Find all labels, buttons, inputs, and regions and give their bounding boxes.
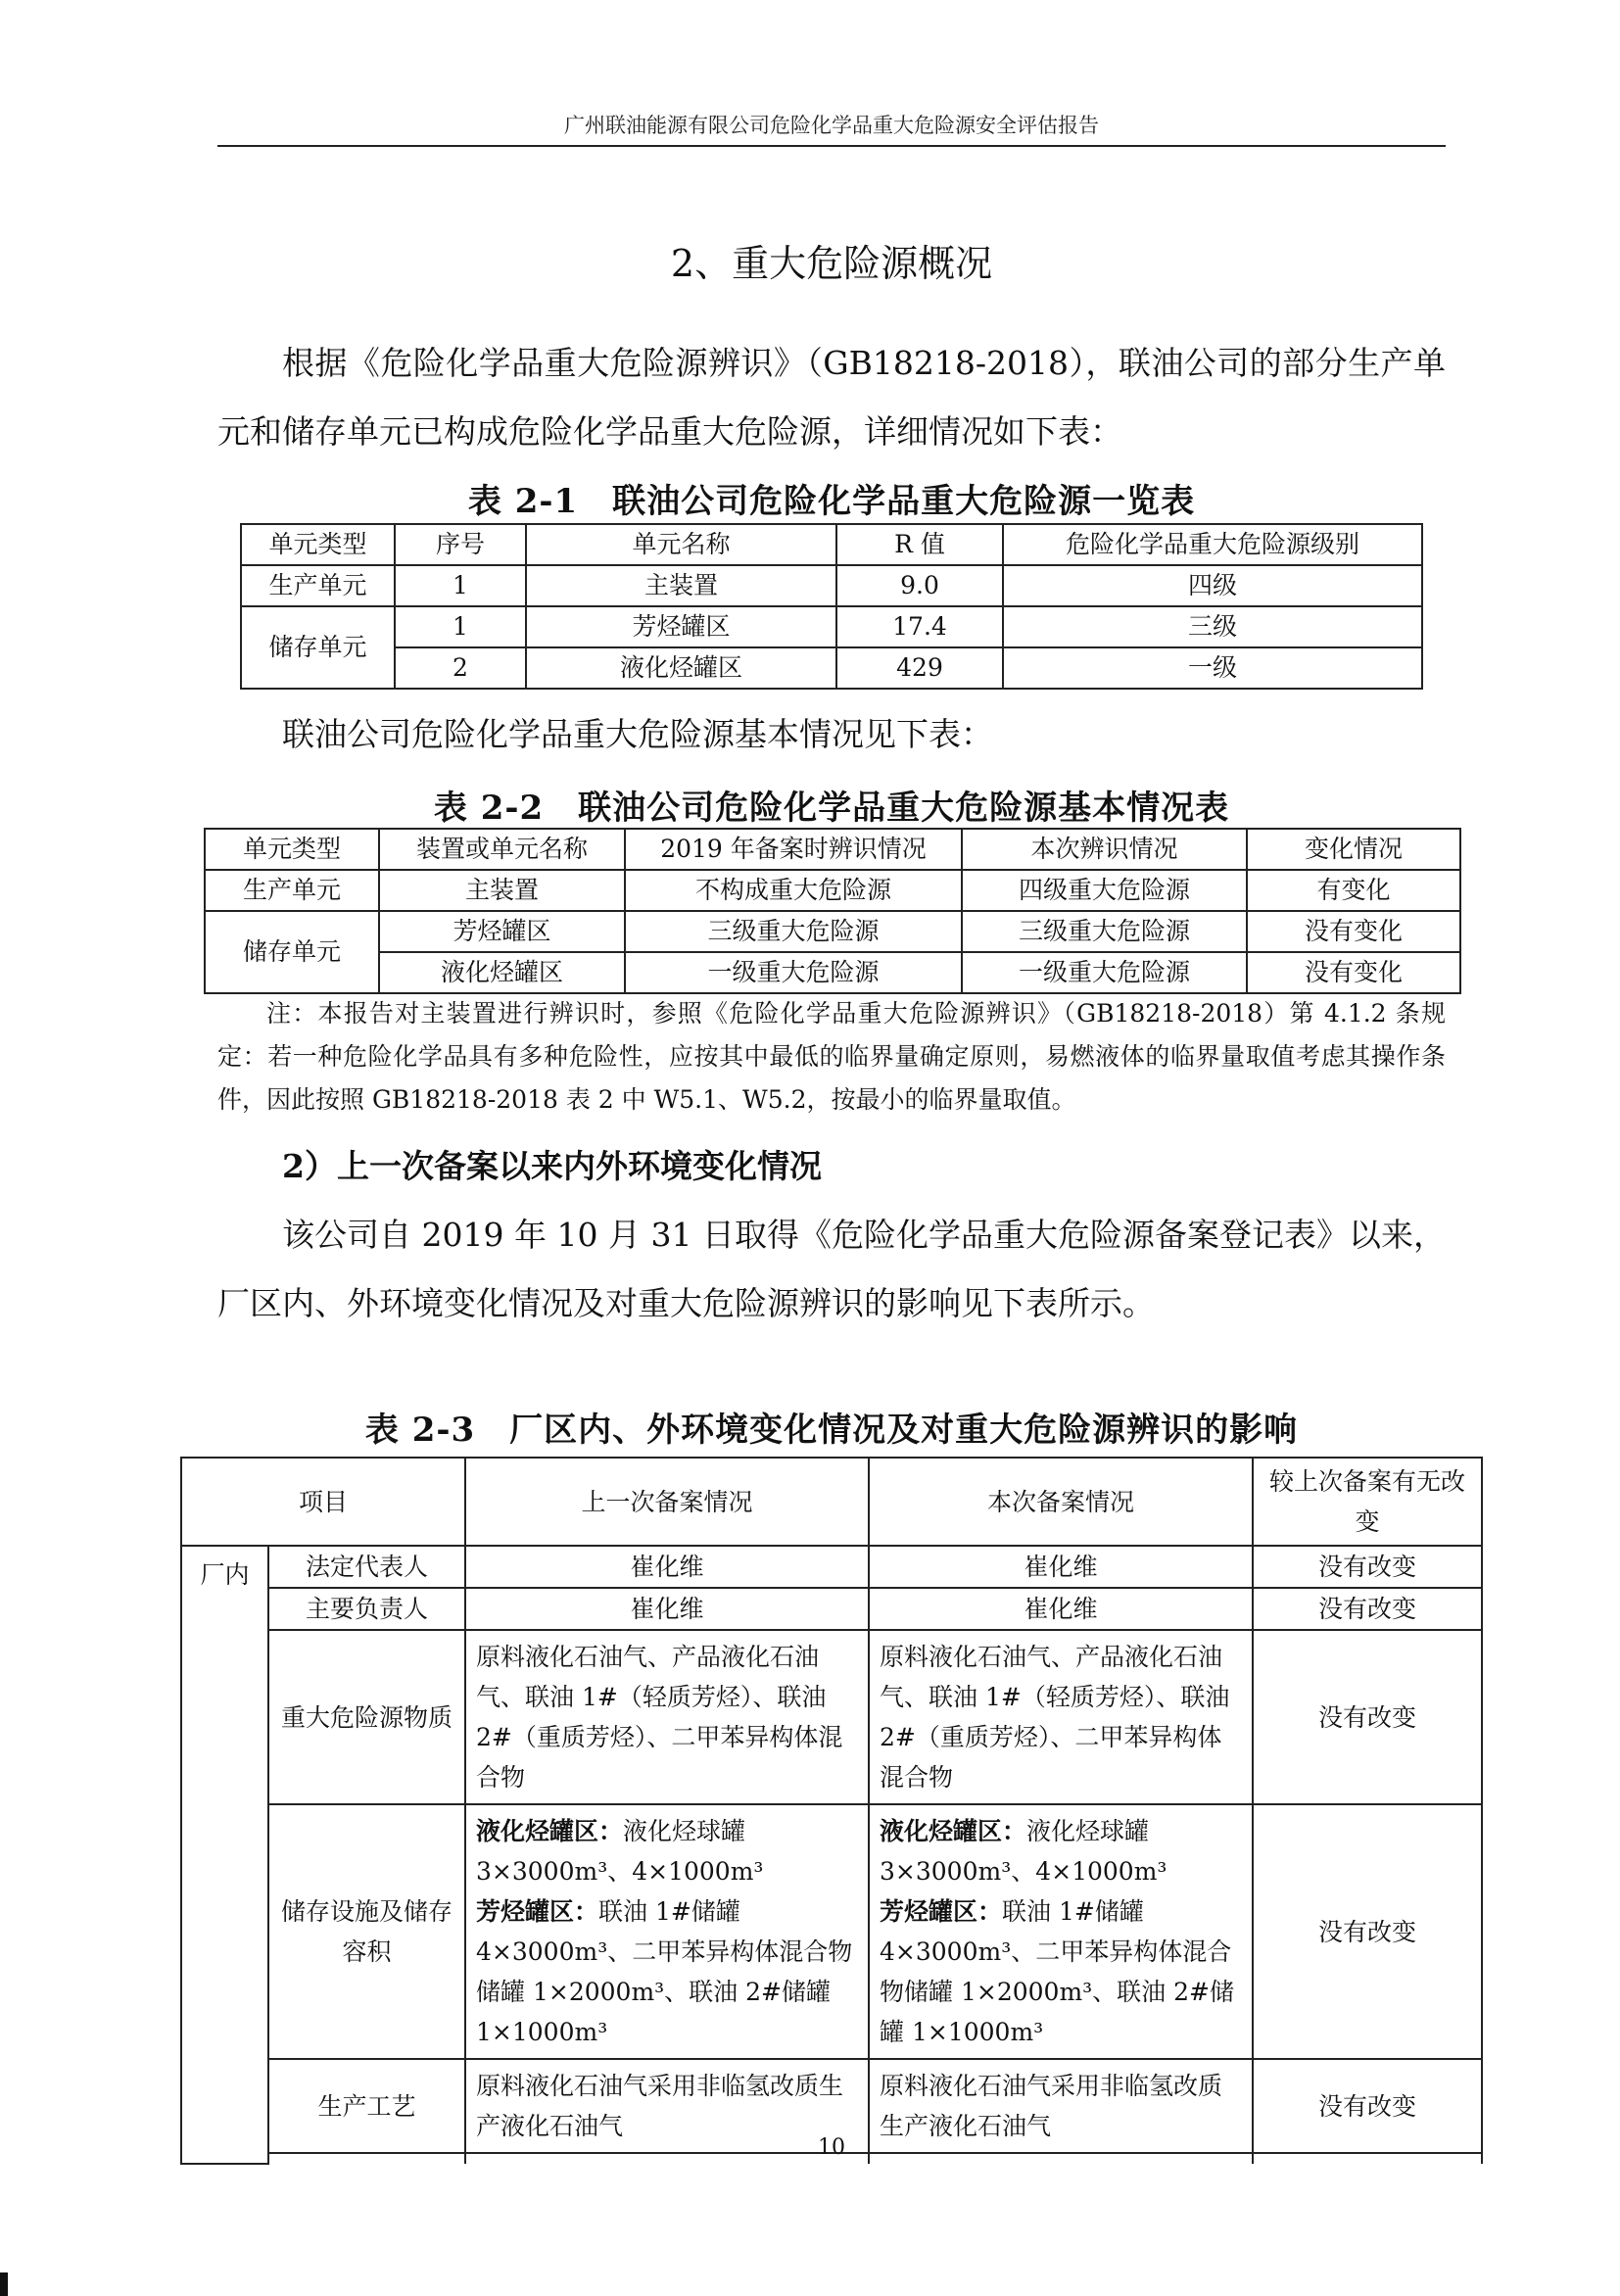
table-cell: 法定代表人 [268, 1546, 465, 1588]
table-row [205, 911, 1460, 952]
header-rule [217, 145, 1446, 147]
table-header-cell: 项目 [181, 1458, 465, 1546]
table-cell: 一级 [1003, 647, 1422, 689]
table-cell: 主装置 [526, 565, 836, 606]
table-cell: 没有改变 [1253, 2059, 1482, 2153]
table-cell: 9.0 [836, 565, 1003, 606]
group-cell: 厂内 [181, 1546, 268, 2164]
table-cell: 芳烃罐区 [379, 911, 625, 952]
lpg-tank-area-text: 液化烃球罐 3×3000m³、4×1000m³ [476, 1817, 764, 1886]
table-row [181, 1588, 1482, 1630]
table-cell: 原料液化石油气采用非临氢改质生产液化石油气 [465, 2059, 869, 2153]
storage-current-cell [869, 1804, 1253, 2059]
table-row [241, 565, 1422, 606]
table-cell: 没有变化 [1247, 952, 1460, 993]
scan-margin-mark [0, 2272, 8, 2296]
table-cell: 没有改变 [1253, 1630, 1482, 1804]
table-header-cell: 序号 [395, 524, 526, 565]
table-cell: 四级重大危险源 [962, 870, 1247, 911]
table-cell: 生产单元 [205, 870, 379, 911]
hazard-source-list-table [240, 523, 1423, 690]
table-header-cell: R 值 [836, 524, 1003, 565]
table-header-row [205, 829, 1460, 870]
table-cell: 原料液化石油气、产品液化石油气、联油 1#（轻质芳烃）、联油 2#（重质芳烃）、二甲苯异构体混合物 [465, 1630, 869, 1804]
table-row [181, 1630, 1482, 1804]
table-cell: 生产工艺 [268, 2059, 465, 2153]
table-cell: 液化烃罐区 [526, 647, 836, 689]
table-cell: 主要负责人 [268, 1588, 465, 1630]
table-header-cell: 2019 年备案时辨识情况 [625, 829, 962, 870]
table-cell: 三级重大危险源 [962, 911, 1247, 952]
table-row [205, 952, 1460, 993]
table-header-cell: 单元名称 [526, 524, 836, 565]
table-cell: 三级 [1003, 606, 1422, 647]
table-row [241, 647, 1422, 689]
table-row [241, 606, 1422, 647]
table-cell: 1 [395, 606, 526, 647]
table-header-cell: 上一次备案情况 [465, 1458, 869, 1546]
lpg-tank-area-label: 液化烃罐区： [476, 1817, 624, 1845]
table-cell: 崔化维 [869, 1588, 1253, 1630]
table-header-cell: 变化情况 [1247, 829, 1460, 870]
lpg-tank-area-text: 液化烃球罐 3×3000m³、4×1000m³ [880, 1817, 1167, 1886]
table3-caption: 表 2-3 厂区内、外环境变化情况及对重大危险源辨识的影响 [364, 1411, 1299, 1450]
table-cell: 崔化维 [465, 1588, 869, 1630]
table-header-cell: 危险化学品重大危险源级别 [1003, 524, 1422, 565]
table2-caption: 表 2-2 联油公司危险化学品重大危险源基本情况表 [433, 789, 1230, 828]
table-cell: 储存单元 [241, 606, 395, 689]
table-cell: 429 [836, 647, 1003, 689]
storage-previous-cell [465, 1804, 869, 2059]
aromatics-tank-area-label: 芳烃罐区： [476, 1897, 599, 1926]
table-row [181, 1546, 1482, 1588]
table-cell: 一级重大危险源 [625, 952, 962, 993]
table2-intro: 联油公司危险化学品重大危险源基本情况见下表： [282, 715, 993, 753]
table-cell: 没有变化 [1247, 911, 1460, 952]
lpg-tank-area-label: 液化烃罐区： [880, 1817, 1027, 1845]
subsection-heading: 2）上一次备案以来内外环境变化情况 [282, 1147, 822, 1185]
table-cell: 没有改变 [1253, 1546, 1482, 1588]
aromatics-tank-area-label: 芳烃罐区： [880, 1897, 1003, 1926]
table-cell: 1 [395, 565, 526, 606]
page-number: 10 [818, 2135, 845, 2160]
table-header-cell: 单元类型 [205, 829, 379, 870]
table-header-cell: 本次备案情况 [869, 1458, 1253, 1546]
table2-note: 注：本报告对主装置进行辨识时，参照《危险化学品重大危险源辨识》（GB18218-2018）第 4.1.2 条规定：若一种危险化学品具有多种危险性，应按其中最低的临界量确定原则，易燃液体的临界量取值考虑其操作条件，因此按照 GB18218-2018 表 2 中 W5.1、W5.2，按最小的临界量取值。 [217, 999, 1446, 1114]
table-cell: 四级 [1003, 565, 1422, 606]
aromatics-tank-area-text: 联油 1#储罐 4×3000m³、二甲苯异构体混合物储罐 1×2000m³、联油 2#储罐 1×1000m³ [476, 1897, 853, 2046]
table-cell: 原料液化石油气、产品液化石油气、联油 1#（轻质芳烃）、联油 2#（重质芳烃）、二甲苯异构体混合物 [869, 1630, 1253, 1804]
table-header-row [241, 524, 1422, 565]
table-cell: 一级重大危险源 [962, 952, 1247, 993]
table-cell: 原料液化石油气采用非临氢改质生产液化石油气 [869, 2059, 1253, 2153]
table-cell: 没有改变 [1253, 1804, 1482, 2059]
hazard-source-basic-table [204, 828, 1461, 994]
table-header-cell: 本次辨识情况 [962, 829, 1247, 870]
table-header-cell: 较上次备案有无改变 [1253, 1458, 1482, 1546]
table-cell: 崔化维 [465, 1546, 869, 1588]
table-row [181, 1804, 1482, 2059]
table-cell: 崔化维 [869, 1546, 1253, 1588]
table-cell: 储存单元 [205, 911, 379, 993]
report-header: 广州联油能源有限公司危险化学品重大危险源安全评估报告 [564, 114, 1099, 137]
intro-paragraph: 根据《危险化学品重大危险源辨识》（GB18218-2018），联油公司的部分生产单元和储存单元已构成危险化学品重大危险源，详细情况如下表： [217, 344, 1446, 451]
table-cell: 三级重大危险源 [625, 911, 962, 952]
environment-change-table [180, 1457, 1483, 2165]
table1-caption: 表 2-1 联油公司危险化学品重大危险源一览表 [467, 482, 1196, 521]
environment-paragraph: 该公司自 2019 年 10 月 31 日取得《危险化学品重大危险源备案登记表》以来，厂区内、外环境变化情况及对重大危险源辨识的影响见下表所示。 [217, 1216, 1446, 1322]
table-header-cell: 装置或单元名称 [379, 829, 625, 870]
table-cell: 2 [395, 647, 526, 689]
aromatics-tank-area-text: 联油 1#储罐 4×3000m³、二甲苯异构体混合物储罐 1×2000m³、联油 2#储罐 1×1000m³ [880, 1897, 1234, 2046]
table-cell: 生产单元 [241, 565, 395, 606]
table-cell: 不构成重大危险源 [625, 870, 962, 911]
section-title: 2、重大危险源概况 [670, 242, 993, 285]
table-row [205, 870, 1460, 911]
table-cell: 17.4 [836, 606, 1003, 647]
table-cell: 芳烃罐区 [526, 606, 836, 647]
table-cell: 重大危险源物质 [268, 1630, 465, 1804]
table-cell: 没有改变 [1253, 1588, 1482, 1630]
table-cell: 液化烃罐区 [379, 952, 625, 993]
table-cell: 储存设施及储存容积 [268, 1804, 465, 2059]
table-header-row [181, 1458, 1482, 1546]
table-cell: 主装置 [379, 870, 625, 911]
table-cell: 有变化 [1247, 870, 1460, 911]
table-header-cell: 单元类型 [241, 524, 395, 565]
